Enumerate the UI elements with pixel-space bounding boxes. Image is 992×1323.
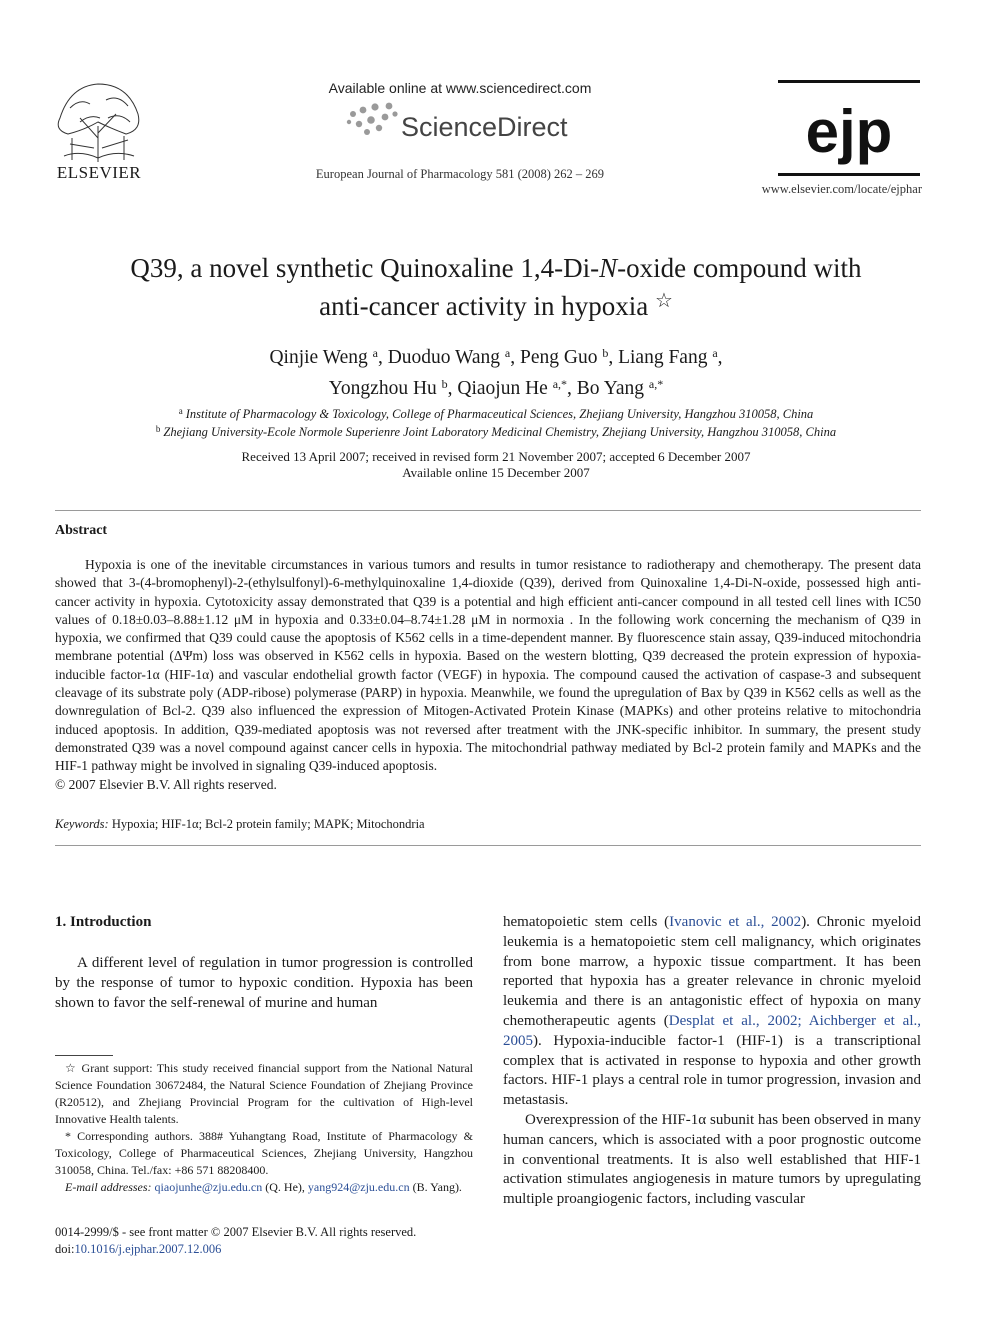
received-dates: Received 13 April 2007; received in revised form 21 November 2007; accepted 6 December 2007 bbox=[241, 449, 751, 464]
keywords-list: Hypoxia; HIF-1α; Bcl-2 protein family; MAPK; Mitochondria bbox=[111, 817, 425, 831]
publisher-name: ELSEVIER bbox=[56, 163, 142, 182]
author-name: Yongzhou Hu bbox=[328, 378, 437, 399]
author-name: Qinjie Weng bbox=[269, 347, 368, 368]
ejp-journal-logo bbox=[778, 80, 920, 176]
title-part-2: -oxide compound with bbox=[617, 253, 862, 283]
email-owner: (Q. He), bbox=[265, 1180, 305, 1194]
affiliation-a bbox=[60, 403, 932, 423]
elsevier-tree-logo bbox=[50, 78, 146, 164]
email-owner: (B. Yang). bbox=[412, 1180, 462, 1194]
issn-line: 0014-2999/$ - see front matter © 2007 Elsevier B.V. All rights reserved. bbox=[55, 1225, 417, 1239]
grant-text: Grant support: This study received financial support from the National Natural Science Foundation 30672484, the Natural Science Foundation of Zhejiang Province (R20512), and Zhejiang Provincial Program for the cultivation of High-level Innovative Health talents. bbox=[55, 1061, 473, 1126]
available-online-text[interactable]: Available online at www.sciencedirect.com bbox=[328, 80, 592, 96]
intro-paragraph bbox=[503, 913, 921, 1111]
title-footnote-star-icon[interactable]: ☆ bbox=[654, 290, 673, 312]
author-affil-mark[interactable]: b bbox=[441, 377, 448, 391]
affiliation-text: Zhejiang University-Ecole Normole Superienre Joint Laboratory Medicinal Chemistry, Zhejiang University, Hangzhou 310058, China bbox=[163, 425, 837, 439]
keywords-line bbox=[55, 817, 921, 832]
affiliation-mark: b bbox=[155, 424, 161, 434]
author-name: Qiaojun He bbox=[457, 378, 548, 399]
author-list: Qinjie Weng $^a$, Duoduo Wang $^a$, Peng Guo $^b$, Liang Fang $^a$, Yongzhou Hu $^b$, Qiaojun He $^{a,*}$, Bo Yang $^{a,*}$ bbox=[269, 346, 723, 399]
citation-link[interactable]: Ivanovic et al., 2002 bbox=[669, 914, 802, 930]
abstract-heading: Abstract bbox=[55, 523, 108, 538]
title-part-1: Q39, a novel synthetic Quinoxaline 1,4-Di- bbox=[130, 253, 600, 283]
abstract-copyright: © 2007 Elsevier B.V. All rights reserved. bbox=[55, 776, 277, 792]
grant-footnote bbox=[55, 1060, 473, 1128]
author-name: Duoduo Wang bbox=[387, 347, 501, 368]
author-name: Liang Fang bbox=[618, 347, 708, 368]
title-italic-n: N bbox=[599, 253, 618, 283]
author-name: Bo Yang bbox=[576, 378, 644, 399]
author-name: Peng Guo bbox=[520, 347, 598, 368]
intro-paragraph: A different level of regulation in tumor progression is controlled by the response of tumor to hypoxic condition. Hypoxia has been shown to favor the self-renewal of murine and human bbox=[55, 955, 473, 1011]
corresponding-text: Corresponding authors. 388# Yuhangtang Road, Institute of Pharmacology & Toxicology, College of Pharmaceutical Sciences, Zhejiang University, Hangzhou 310058, China. Tel./fax: +86 571 88208400. bbox=[55, 1129, 474, 1177]
divider bbox=[55, 845, 921, 846]
footnote-asterisk: * bbox=[65, 1129, 71, 1143]
footnote-divider bbox=[55, 1055, 113, 1056]
affiliation-text: Institute of Pharmacology & Toxicology, College of Pharmaceutical Sciences, Zhejiang University, Hangzhou 310058, China bbox=[185, 407, 814, 421]
author-affil-mark[interactable]: a,* bbox=[648, 377, 664, 391]
footnotes bbox=[55, 1060, 473, 1196]
author-affil-mark[interactable]: a bbox=[372, 346, 378, 360]
email-footnote bbox=[55, 1179, 473, 1196]
ejp-logo-text: ejp bbox=[805, 98, 893, 165]
author-affil-mark[interactable]: a bbox=[504, 346, 511, 360]
corresponding-footnote bbox=[55, 1128, 473, 1179]
author-affil-mark[interactable]: a bbox=[712, 346, 718, 360]
sciencedirect-wordmark: ScienceDirect bbox=[401, 112, 568, 142]
title-line-2: anti-cancer activity in hypoxia bbox=[319, 291, 649, 321]
doi-line bbox=[55, 1241, 473, 1258]
abstract-body bbox=[55, 556, 921, 794]
available-online-date: Available online 15 December 2007 bbox=[402, 465, 590, 480]
sciencedirect-dots-icon bbox=[347, 103, 398, 135]
intro-text: ). Hypoxia-inducible factor-1 (HIF-1) is a transcriptional complex that is activated in response to hypoxia and other growth factors. HIF-1 plays a central role in tumor progression, invasion and metastasis. bbox=[503, 1032, 921, 1109]
doi-label: doi: bbox=[55, 1242, 75, 1256]
abstract-paragraph: Hypoxia is one of the inevitable circumstances in various tumors and results in tumor resistance to radiotherapy and chemotherapy. The present data showed that 3-(4-bromophenyl)-2-(ethylsulfonyl)-6-methylquinoxaline 1,4-dioxide (Q39), derived from Quinoxaline 1,4-Di-N-oxide, possessed high anti-cancer activity in hypoxia. Cytotoxicity assay demonstrated that Q39 is a potential and high efficient anti-cancer compound in all tested cell lines with IC50 values of 0.18±0.03–8.88±1.12 μM in hypoxia and 0.33±0.04–8.74±1.28 μM in normoxia . In the following work concerning the mechanism of Q39 in hypoxia, we confirmed that Q39 could cause the apoptosis of K562 cells in a time-dependent manner. By fluorescence stain assay, Q39-induced mitochondria membrane potential (ΔΨm) loss was observed in K562 cells in hypoxia. Based on the western blotting, Q39 decreased the protein expression of hypoxia-inducible factor-1α (HIF-1α) and vascular endothelial growth factor (VEGF) in hypoxia. The compound caused the activation of caspase-3 and subsequent cleavage of its substrate poly (ADP-ribose) polymerase (PARP) in hypoxia. Meanwhile, we found the upregulation of Bax by Q39 in K562 cells as well as the downregulation of Bcl-2. Q39 also influenced the expression of Mitogen-Activated Protein Kinase (MAPKs) and other proteins relative to mitochondria induced apoptosis. In addition, Q39-mediated apoptosis was not reversed after treatment with the JNK-specific inhibitor. In summary, the present study demonstrated Q39 was a novel compound against cancer cells in hypoxia. The mitochondrial pathway mediated by Bcl-2 protein family and MAPKs and the HIF-1 pathway might be involved in signaling Q39-induced apoptosis. bbox=[55, 557, 921, 774]
doi-link[interactable]: 10.1016/j.ejphar.2007.12.006 bbox=[74, 1242, 222, 1256]
intro-text: ). Chronic myeloid leukemia is a hematopoietic stem cell malignancy, which originates from bone marrow, a hypoxic tissue compartment. It has been reported that hypoxia has a greater relevance in chronic myeloid leukemia and there is an antagonistic effect of hypoxia on many chemotherapeutic agents ( bbox=[503, 914, 922, 1029]
intro-paragraph: Overexpression of the HIF-1α subunit has been observed in many human cancers, which is associated with a poor prognostic outcome in conventional treatments. It is also well established that HIF-1 activation stimulates angiogenesis in mature tumors by upregulating multiple proangiogenic factors, including vascular bbox=[503, 1111, 921, 1208]
email-link[interactable]: yang924@zju.edu.cn bbox=[307, 1180, 410, 1194]
section-heading-introduction: 1. Introduction bbox=[55, 914, 152, 930]
affiliation-b bbox=[60, 421, 932, 441]
footnote-star-icon: ☆ bbox=[65, 1061, 78, 1075]
issn-doi-block bbox=[55, 1224, 473, 1258]
article-title bbox=[60, 252, 932, 323]
affiliation-mark: a bbox=[178, 406, 183, 416]
author-affil-mark[interactable]: b bbox=[602, 346, 609, 360]
intro-text: hematopoietic stem cells ( bbox=[503, 914, 670, 930]
citation-link[interactable]: Desplat et al., 2002; Aichberger et al., 2005 bbox=[503, 1012, 921, 1049]
keywords-label: Keywords: bbox=[55, 817, 109, 831]
author-affil-mark[interactable]: a,* bbox=[552, 377, 568, 391]
journal-reference: European Journal of Pharmacology 581 (2008) 262 – 269 bbox=[315, 167, 605, 181]
divider bbox=[55, 510, 921, 511]
email-label: E-mail addresses: bbox=[65, 1180, 152, 1194]
journal-url-link[interactable]: www.elsevier.com/locate/ejphar bbox=[761, 182, 922, 196]
sciencedirect-logo[interactable] bbox=[345, 100, 585, 146]
email-link[interactable]: qiaojunhe@zju.edu.cn bbox=[154, 1180, 263, 1194]
intro-left-column bbox=[55, 954, 473, 1013]
intro-right-column bbox=[503, 913, 921, 1210]
